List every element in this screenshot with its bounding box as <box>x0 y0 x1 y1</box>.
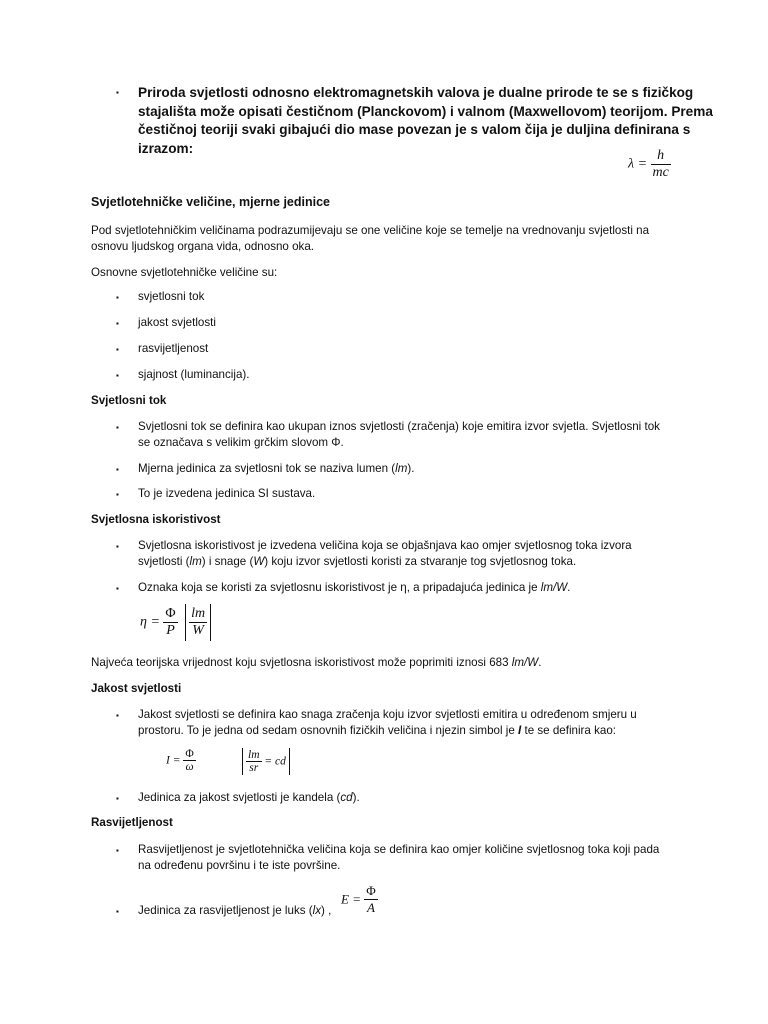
list-item: svjetlosni tok <box>138 290 205 303</box>
text-segment: ). <box>352 791 360 804</box>
unit-symbol: lm/W <box>511 656 539 669</box>
bullet-marker: ▪ <box>116 584 119 593</box>
paragraph-line: osnovu ljudskog organa vida, odnosno oka. <box>91 240 315 253</box>
paragraph-line: Rasvijetljenost je svjetlotehnička veličina koja se definira kao omjer količine svjetlosnog toka koji pada <box>138 843 660 856</box>
text-segment: prostoru. To je jedna od sedam osnovnih fizičkih veličina i njezin simbol je <box>138 724 519 737</box>
bullet-marker: ▪ <box>116 88 119 97</box>
formula-lhs: I = <box>166 754 181 767</box>
unit-symbol: W <box>253 555 265 568</box>
text-segment: Oznaka koja se koristi za svjetlosnu iskoristivost je η, a pripadajuća jedinica je <box>138 581 541 594</box>
formula-lhs: λ = <box>628 156 648 172</box>
formula-numerator: Φ <box>366 883 376 898</box>
unit-symbol: lm <box>189 555 202 568</box>
unit-symbol: lx <box>312 904 322 917</box>
unit-numerator: lm <box>248 749 260 761</box>
bullet-marker: ▪ <box>116 794 119 803</box>
subsection-title: Svjetlosna iskoristivost <box>91 513 221 526</box>
text-segment: Mjerna jedinica za svjetlosni tok se naziva lumen ( <box>138 462 396 475</box>
bullet-marker: ▪ <box>116 465 119 474</box>
subsection-title: Rasvijetljenost <box>91 816 173 829</box>
formula-denominator: ω <box>185 761 194 773</box>
unit-symbol: lm <box>395 462 408 475</box>
bullet-marker: ▪ <box>116 345 119 354</box>
text-segment: Najveća teorijska vrijednost koju svjetlosna iskoristivost može poprimiti iznosi 683 <box>91 656 512 669</box>
illuminance-unit <box>138 903 331 919</box>
text-segment: te se definira kao: <box>521 724 616 737</box>
illuminance-definition <box>138 842 738 874</box>
bullet-marker: ▪ <box>116 711 119 720</box>
definition-paragraph <box>91 223 731 255</box>
bullet-marker: ▪ <box>116 319 119 328</box>
flux-unit <box>138 461 414 477</box>
list-item: jakost svjetlosti <box>138 316 216 329</box>
text-segment: . <box>538 656 542 669</box>
formula-denominator: P <box>166 623 175 638</box>
formula-fraction <box>651 148 671 181</box>
text-segment: ). <box>407 462 415 475</box>
list-item: sjajnost (luminancija). <box>138 368 250 381</box>
intro-line: čestičnoj teoriji svaki gibajući dio mase povezan je s valom čija je duljina definirana s izrazom: <box>138 122 691 156</box>
paragraph-line: Svjetlosna iskoristivost je izvedena veličina koja se objašnjava kao omjer svjetlosnog toka izvora <box>138 539 632 552</box>
intro-paragraph <box>138 84 738 158</box>
paragraph-line: na određenu površinu i te iste površine. <box>138 859 341 872</box>
intro-line: Priroda svjetlosti odnosno elektromagnetskih valova je dualne prirode te se s fizičkog <box>138 85 694 100</box>
paragraph-line <box>138 554 738 570</box>
text-segment: svjetlosti ( <box>138 555 190 568</box>
unit-numerator: lm <box>191 606 206 621</box>
unit-symbol: lm/W <box>540 581 568 594</box>
paragraph-line <box>138 723 738 739</box>
subsection-title: Jakost svjetlosti <box>91 682 182 695</box>
formula-intensity-unit <box>242 748 290 775</box>
formula-lhs: E = <box>341 891 361 907</box>
subsection-title: Svjetlosni tok <box>91 394 167 407</box>
bullet-marker: ▪ <box>116 371 119 380</box>
text-segment: Jedinica za rasvijetljenost je luks ( <box>138 904 313 917</box>
flux-si-note: To je izvedena jedinica SI sustava. <box>138 487 316 500</box>
formula-efficacy <box>140 604 211 641</box>
formula-illuminance <box>341 883 378 916</box>
formula-fraction <box>163 606 177 639</box>
paragraph-line: Jakost svjetlosti se definira kao snaga zračenja koju izvor svjetlosti emitira u određenom smjeru u <box>138 708 637 721</box>
unit-equals: = cd <box>264 755 286 768</box>
basic-quantities-intro: Osnovne svjetlotehničke veličine su: <box>91 266 278 279</box>
unit-symbol: cd <box>340 791 353 804</box>
formula-fraction <box>183 748 195 773</box>
formula-denominator: A <box>367 900 375 915</box>
formula-lhs: η = <box>140 614 160 630</box>
formula-lambda <box>628 148 671 181</box>
text-segment: Jedinica za jakost svjetlosti je kandela ( <box>138 791 341 804</box>
unit-bracket <box>185 604 211 641</box>
formula-fraction <box>364 883 378 916</box>
text-segment: ) koju izvor svjetlosti koristi za stvaranje tog svjetlosnog toka. <box>264 555 577 568</box>
paragraph-line: Pod svjetlotehničkim veličinama podrazumijevaju se one veličine koje se temelje na vrednovanju svjetlosti na <box>91 224 650 237</box>
bullet-marker: ▪ <box>116 907 119 916</box>
formula-denominator: mc <box>652 165 669 180</box>
flux-definition <box>138 419 738 451</box>
quantity-symbol: I <box>518 724 522 737</box>
text-segment: . <box>567 581 571 594</box>
unit-denominator: sr <box>249 762 259 774</box>
paragraph-line: se označava s velikim grčkim slovom Φ. <box>138 436 344 449</box>
unit-bracket <box>242 748 290 775</box>
formula-intensity <box>166 748 196 773</box>
efficacy-symbol <box>138 580 570 596</box>
list-item: rasvijetljenost <box>138 342 209 355</box>
unit-denominator: W <box>192 623 204 638</box>
bullet-marker: ▪ <box>116 423 119 432</box>
intro-line: stajališta može opisati čestičnom (Planckovom) i valnom (Maxwellovom) teorijom. Prema <box>138 103 713 119</box>
efficacy-definition <box>138 538 738 570</box>
text-segment: ) i snage ( <box>201 555 254 568</box>
text-segment: ) , <box>321 904 332 917</box>
formula-numerator: Φ <box>185 748 194 760</box>
efficacy-max <box>91 655 541 671</box>
bullet-marker: ▪ <box>116 293 119 302</box>
intensity-definition <box>138 707 738 739</box>
formula-numerator: Φ <box>165 606 176 621</box>
bullet-marker: ▪ <box>116 490 119 499</box>
unit-fraction <box>189 606 207 639</box>
bullet-marker: ▪ <box>116 846 119 855</box>
bullet-marker: ▪ <box>116 542 119 551</box>
intensity-unit <box>138 790 360 806</box>
section-title: Svjetlotehničke veličine, mjerne jedinice <box>91 195 330 209</box>
formula-numerator: h <box>651 148 671 165</box>
paragraph-line: Svjetlosni tok se definira kao ukupan iznos svjetlosti (zračenja) koje emitira izvor svjetla. Svjetlosni tok <box>138 420 660 433</box>
unit-fraction <box>246 749 262 774</box>
